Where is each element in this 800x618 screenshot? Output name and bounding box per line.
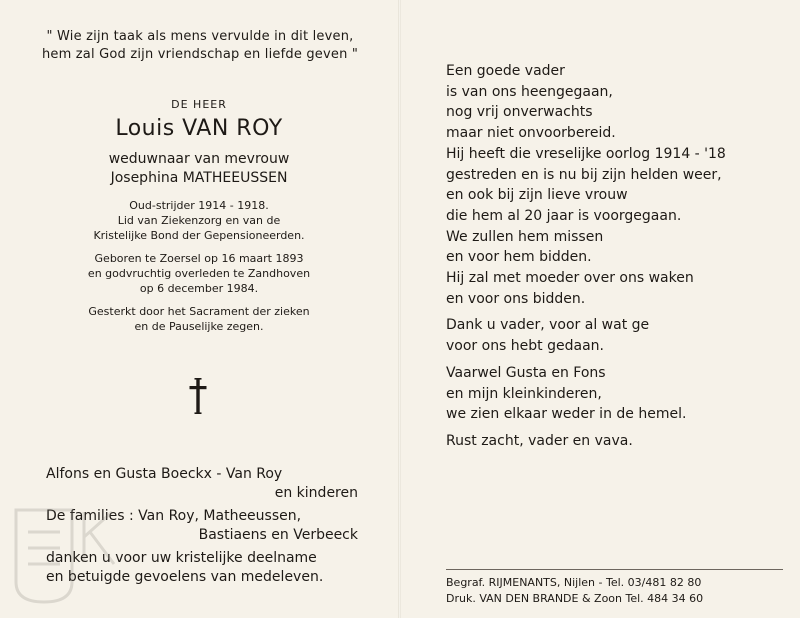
detail-line: op 6 december 1984. <box>139 282 259 295</box>
family-line: Alfons en Gusta Boeckx - Van Roy <box>46 466 283 482</box>
motto-line-2: hem zal God zijn vriendschap en liefde geven " <box>41 47 359 62</box>
poem-line: Een goede vader <box>446 63 565 79</box>
left-panel <box>0 0 398 618</box>
life-details <box>0 198 398 334</box>
detail-line: Geboren te Zoersel op 16 maart 1893 <box>94 252 304 265</box>
widower-line: weduwnaar van mevrouw <box>108 151 290 167</box>
poem-line: en voor hem bidden. <box>446 249 592 266</box>
poem-line: en mijn kleinkinderen, <box>446 385 602 402</box>
poem-line: gestreden en is nu bij zijn helden weer, <box>446 166 722 183</box>
family-line: De families : Van Roy, Matheeussen, <box>46 508 302 524</box>
printer-credits <box>446 575 786 606</box>
spouse-name: Josephina MATHEEUSSEN <box>110 170 288 186</box>
detail-line: Lid van Ziekenzorg en van de <box>117 214 281 227</box>
poem <box>446 61 786 452</box>
poem-line: nog vrij onverwachts <box>446 104 593 121</box>
deceased-name: Louis VAN ROY <box>115 116 283 141</box>
detail-line: Gesterkt door het Sacrament der zieken <box>88 305 310 318</box>
poem-line: is van ons heengegaan, <box>446 83 613 100</box>
printer-divider <box>446 569 783 570</box>
archive-watermark-logo <box>4 502 124 612</box>
poem-line: maar niet onvoorbereid. <box>446 125 616 142</box>
poem-line: Dank u vader, voor al wat ge <box>446 317 650 334</box>
detail-line: Oud-strijder 1914 - 1918. <box>129 199 269 212</box>
family-line: en betuigde gevoelens van medeleven. <box>46 569 324 585</box>
poem-line: we zien elkaar weder in de hemel. <box>446 406 687 423</box>
poem-line: We zullen hem missen <box>446 228 604 245</box>
family-line: danken u voor uw kristelijke deelname <box>46 550 317 566</box>
poem-line: Hij heeft die vreselijke oorlog 1914 - '18 <box>446 145 726 162</box>
detail-line: en godvruchtig overleden te Zandhoven <box>87 267 311 280</box>
printer-line: Druk. VAN DEN BRANDE & Zoon Tel. 484 34 60 <box>446 591 704 605</box>
detail-line: Kristelijke Bond der Gepensioneerden. <box>93 229 305 242</box>
poem-line: en ook bij zijn lieve vrouw <box>446 187 628 204</box>
motto-line-1: " Wie zijn taak als mens vervulde in dit leven, <box>46 29 354 44</box>
honorific: DE HEER <box>171 98 227 111</box>
poem-line: en voor ons bidden. <box>446 290 586 307</box>
funeral-director-line: Begraf. RIJMENANTS, Nijlen - Tel. 03/481 82 80 <box>446 576 702 589</box>
poem-line: Hij zal met moeder over ons waken <box>446 270 694 287</box>
motto <box>20 28 380 64</box>
family-line: Bastiaens en Verbeeck <box>198 527 358 543</box>
widower-block <box>0 150 398 188</box>
poem-line: voor ons hebt gedaan. <box>446 338 604 355</box>
poem-line: Rust zacht, vader en vava. <box>446 432 633 449</box>
poem-line: Vaarwel Gusta en Fons <box>446 364 606 381</box>
family-line: en kinderen <box>274 485 358 501</box>
detail-line: en de Pauselijke zegen. <box>134 320 264 333</box>
poem-line: die hem al 20 jaar is voorgegaan. <box>446 207 682 224</box>
latin-cross-icon <box>188 378 208 414</box>
